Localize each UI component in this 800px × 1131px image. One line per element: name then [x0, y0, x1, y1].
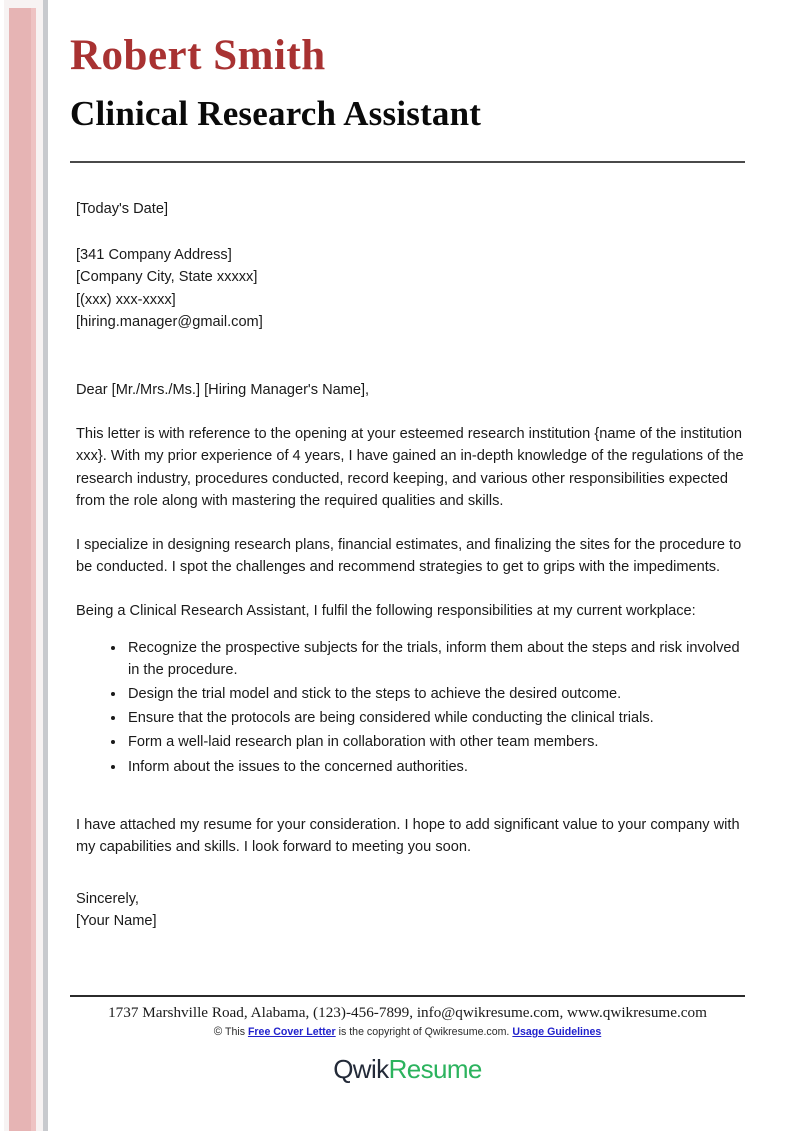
recipient-address-block [76, 244, 744, 333]
qwikresume-logo [70, 1052, 745, 1086]
list-item: Recognize the prospective subjects for the trials, inform them about the steps and risk involved in the procedure. [128, 637, 744, 681]
free-cover-letter-link[interactable]: Free Cover Letter [247, 1026, 336, 1038]
usage-guidelines-link[interactable]: Usage Guidelines [512, 1026, 602, 1038]
signoff-block [76, 888, 744, 932]
recipient-address-line: [Company City, State xxxxx] [76, 269, 258, 286]
logo-text-resume: Resume [388, 1054, 482, 1084]
recipient-address-line: [(xxx) xxx-xxxx] [76, 291, 176, 308]
date-placeholder: [Today's Date] [76, 201, 169, 217]
page-inner-margin [48, 0, 56, 1131]
copyright-icon: © [213, 1026, 223, 1038]
list-item: Inform about the issues to the concerned authorities. [128, 756, 744, 778]
list-item: Form a well-laid research plan in collaboration with other team members. [128, 731, 744, 753]
recipient-address-line: [hiring.manager@gmail.com] [76, 313, 263, 330]
body-paragraph: This letter is with reference to the opening at your esteemed research institution {name of the institution xxx}. With my prior experience of 4 years, I have gained an in-depth knowledge of the regulations of the research industry, procedures conducted, record keeping, and various other responsibilities expected from the role along with mastering the required qualities and skills. [76, 426, 744, 509]
pink-accent-highlight [31, 8, 36, 1131]
applicant-name: Robert Smith [70, 32, 326, 79]
list-item: Design the trial model and stick to the steps to achieve the desired outcome. [128, 683, 744, 705]
copyright-text-middle: is the copyright of Qwikresume.com. [338, 1026, 510, 1038]
signoff-greeting: Sincerely, [76, 891, 139, 908]
responsibilities-list [76, 637, 744, 778]
footer-address: 1737 Marshville Road, Alabama, (123)-456-7899, info@qwikresume.com, www.qwikresume.com [108, 1004, 707, 1021]
closing-paragraph: I have attached my resume for your consideration. I hope to add significant value to your company with my capabilities and skills. I look forward to meeting you soon. [76, 816, 740, 856]
list-item: Ensure that the protocols are being considered while conducting the clinical trials. [128, 707, 744, 729]
signature-placeholder: [Your Name] [76, 913, 157, 930]
letter-body [76, 198, 744, 933]
salutation: Dear [Mr./Mrs./Ms.] [Hiring Manager's Name], [76, 382, 370, 399]
document-content [70, 0, 746, 1131]
footer-copyright [70, 1025, 745, 1040]
footer-divider-rule [70, 995, 745, 997]
logo-text-qwik: Qwik [333, 1054, 389, 1084]
header-divider-rule [70, 161, 745, 163]
copyright-text-before: This [224, 1026, 245, 1038]
recipient-address-line: [341 Company Address] [76, 247, 232, 264]
body-paragraph: Being a Clinical Research Assistant, I fulfil the following responsibilities at my current workplace: [76, 603, 696, 620]
body-paragraph: I specialize in designing research plans, financial estimates, and finalizing the sites for the procedure to be conducted. I spot the challenges and recommend strategies to get to grips with the impediments. [76, 537, 742, 576]
applicant-job-title: Clinical Research Assistant [70, 94, 482, 133]
